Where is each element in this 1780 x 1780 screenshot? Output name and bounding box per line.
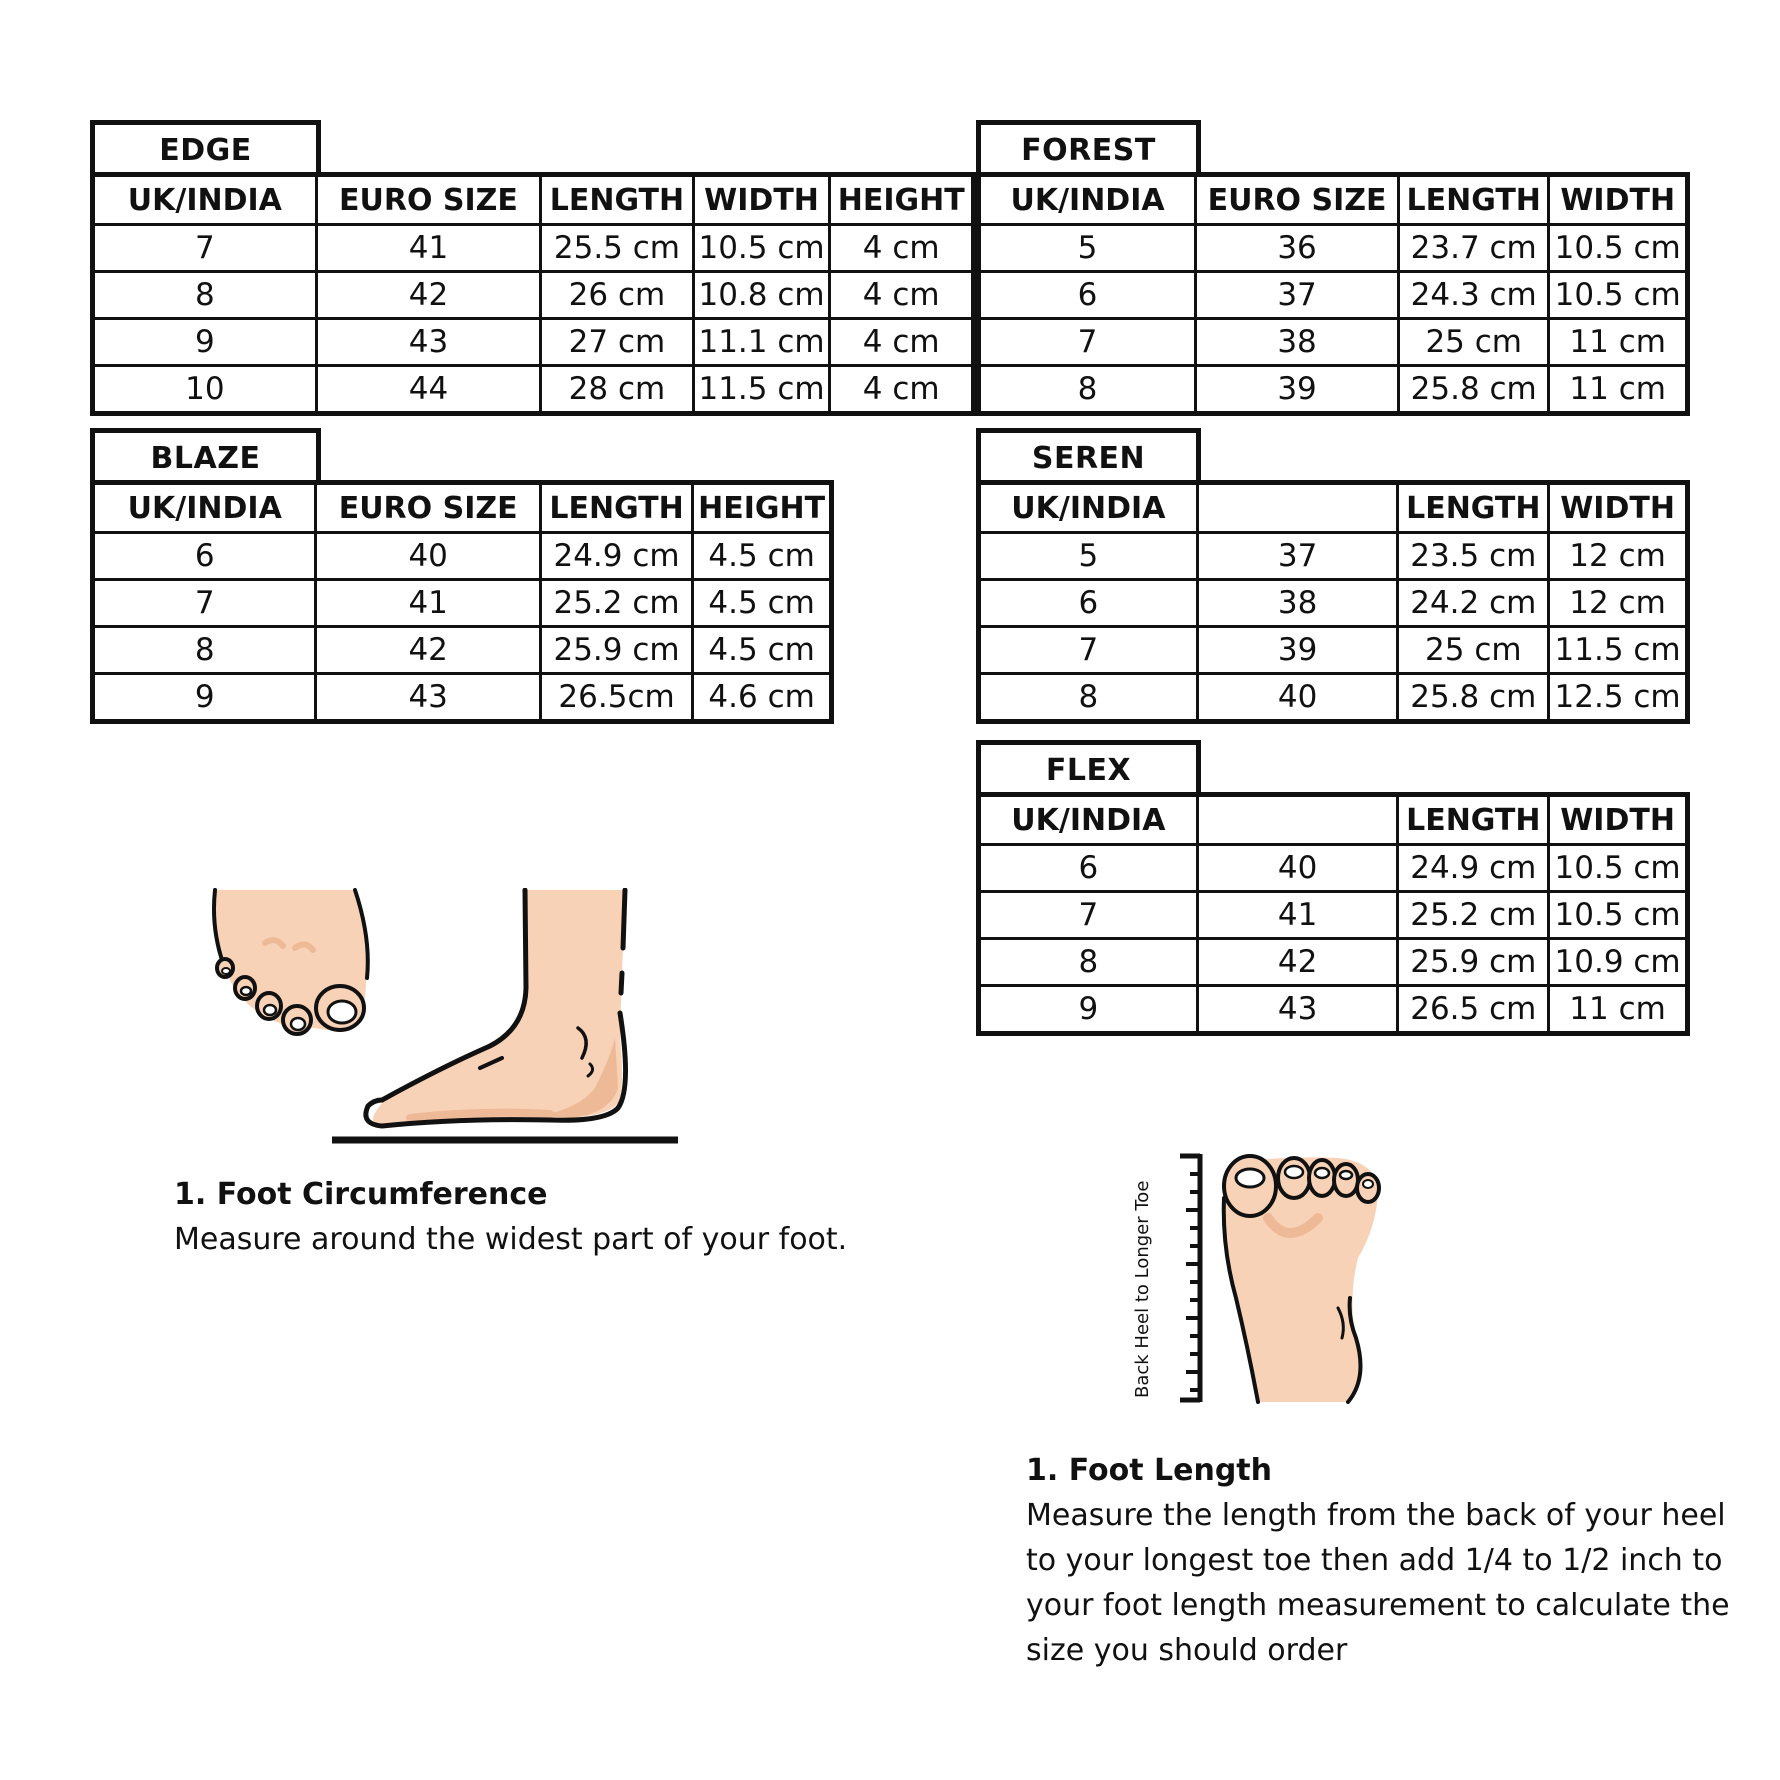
table-header-row <box>979 483 1688 533</box>
table-row <box>93 319 974 366</box>
table-cell: 8 <box>979 674 1198 722</box>
table-cell: 40 <box>316 533 540 580</box>
table-row <box>979 845 1688 892</box>
table-cell: 26.5cm <box>540 674 692 722</box>
table-cell: 9 <box>93 319 317 366</box>
table-header-row <box>979 795 1688 845</box>
header-cell: UK/INDIA <box>979 175 1196 225</box>
table-row <box>93 674 832 722</box>
table-cell: 4 cm <box>830 272 974 319</box>
header-cell: LENGTH <box>541 175 693 225</box>
table-cell: 10.5 cm <box>693 225 830 272</box>
header-cell: EURO SIZE <box>316 483 540 533</box>
table-row <box>979 533 1688 580</box>
header-cell: UK/INDIA <box>979 795 1198 845</box>
table-cell: 4 cm <box>830 319 974 366</box>
blaze-table <box>90 480 834 724</box>
foot-circumference-note <box>174 1172 914 1262</box>
table-cell: 4.5 cm <box>693 533 832 580</box>
table-cell: 10.8 cm <box>693 272 830 319</box>
foot-length-title: 1. Foot Length <box>1026 1453 1272 1488</box>
header-cell <box>1197 795 1398 845</box>
table-cell: 27 cm <box>541 319 693 366</box>
table-cell: 6 <box>979 580 1198 627</box>
table-row <box>979 892 1688 939</box>
table-cell: 6 <box>979 272 1196 319</box>
foot-length-line: to your longest toe then add 1/4 to 1/2 inch to <box>1026 1543 1723 1578</box>
forest-table <box>976 172 1690 416</box>
table-cell: 5 <box>979 533 1198 580</box>
table-cell: 11.5 cm <box>693 366 830 414</box>
table-cell: 8 <box>979 366 1196 414</box>
table-cell: 7 <box>979 627 1198 674</box>
table-cell: 36 <box>1196 225 1399 272</box>
header-cell: WIDTH <box>693 175 830 225</box>
header-cell: EURO SIZE <box>316 175 541 225</box>
header-cell: HEIGHT <box>830 175 974 225</box>
table-cell: 25.9 cm <box>1398 939 1549 986</box>
table-cell: 24.3 cm <box>1399 272 1549 319</box>
header-cell: UK/INDIA <box>979 483 1198 533</box>
table-cell: 26 cm <box>541 272 693 319</box>
table-cell: 6 <box>979 845 1198 892</box>
table-row <box>979 225 1688 272</box>
flex-size-chart <box>976 740 1690 1046</box>
table-row <box>979 319 1688 366</box>
table-cell: 11.5 cm <box>1549 627 1688 674</box>
flex-table <box>976 792 1690 1036</box>
table-cell: 8 <box>979 939 1198 986</box>
seren-size-chart <box>976 428 1690 734</box>
table-row <box>979 580 1688 627</box>
header-cell: EURO SIZE <box>1196 175 1399 225</box>
seren-table <box>976 480 1690 724</box>
table-cell: 41 <box>316 580 540 627</box>
table-cell: 7 <box>979 319 1196 366</box>
side-foot-illustration <box>320 888 690 1148</box>
table-cell: 11 cm <box>1549 366 1688 414</box>
table-cell: 10.5 cm <box>1549 225 1688 272</box>
table-cell: 9 <box>93 674 316 722</box>
table-cell: 10.5 cm <box>1549 845 1688 892</box>
table-cell: 25.9 cm <box>540 627 692 674</box>
header-cell: WIDTH <box>1549 175 1688 225</box>
foot-length-note <box>1026 1448 1766 1673</box>
table-cell: 42 <box>1197 939 1398 986</box>
table-cell: 5 <box>979 225 1196 272</box>
foot-top-illustration <box>1218 1148 1388 1404</box>
blaze-title: BLAZE <box>90 428 321 484</box>
table-cell: 43 <box>316 674 540 722</box>
header-cell: UK/INDIA <box>93 175 317 225</box>
table-header-row <box>93 483 832 533</box>
table-cell: 42 <box>316 627 540 674</box>
table-cell: 11.1 cm <box>693 319 830 366</box>
table-cell: 37 <box>1196 272 1399 319</box>
ruler-label: Back Heel to Longer Toe <box>1132 1180 1153 1398</box>
table-cell: 12.5 cm <box>1549 674 1688 722</box>
table-cell: 25.5 cm <box>541 225 693 272</box>
table-cell: 42 <box>316 272 541 319</box>
table-cell: 26.5 cm <box>1398 986 1549 1034</box>
seren-title: SEREN <box>976 428 1201 484</box>
table-row <box>979 366 1688 414</box>
table-cell: 4.6 cm <box>693 674 832 722</box>
table-cell: 7 <box>93 580 316 627</box>
table-cell: 10.5 cm <box>1549 892 1688 939</box>
table-cell: 40 <box>1197 845 1398 892</box>
table-cell: 23.5 cm <box>1398 533 1549 580</box>
table-cell: 25.2 cm <box>540 580 692 627</box>
table-cell: 25 cm <box>1398 627 1549 674</box>
ruler-icon <box>1176 1152 1210 1404</box>
table-row <box>93 225 974 272</box>
table-row <box>979 272 1688 319</box>
header-cell <box>1197 483 1398 533</box>
table-cell: 7 <box>979 892 1198 939</box>
table-cell: 41 <box>1197 892 1398 939</box>
table-row <box>93 366 974 414</box>
table-cell: 25.2 cm <box>1398 892 1549 939</box>
header-cell: HEIGHT <box>693 483 832 533</box>
flex-title: FLEX <box>976 740 1201 796</box>
table-cell: 28 cm <box>541 366 693 414</box>
table-row <box>93 533 832 580</box>
table-row <box>93 627 832 674</box>
table-row <box>979 939 1688 986</box>
table-cell: 12 cm <box>1549 580 1688 627</box>
header-cell: LENGTH <box>540 483 692 533</box>
table-cell: 40 <box>1197 674 1398 722</box>
table-cell: 43 <box>1197 986 1398 1034</box>
table-cell: 38 <box>1197 580 1398 627</box>
foot-length-line: size you should order <box>1026 1633 1348 1668</box>
table-cell: 10.9 cm <box>1549 939 1688 986</box>
blaze-size-chart <box>90 428 834 734</box>
table-cell: 4 cm <box>830 366 974 414</box>
table-cell: 24.2 cm <box>1398 580 1549 627</box>
edge-size-chart <box>90 120 976 426</box>
foot-length-line: your foot length measurement to calculate the <box>1026 1588 1730 1623</box>
table-cell: 25 cm <box>1399 319 1549 366</box>
table-cell: 39 <box>1197 627 1398 674</box>
table-cell: 4.5 cm <box>693 580 832 627</box>
forest-size-chart <box>976 120 1690 426</box>
table-row <box>979 674 1688 722</box>
table-cell: 9 <box>979 986 1198 1034</box>
table-row <box>979 986 1688 1034</box>
table-cell: 43 <box>316 319 541 366</box>
table-cell: 23.7 cm <box>1399 225 1549 272</box>
foot-circumference-text: Measure around the widest part of your foot. <box>174 1222 848 1257</box>
table-cell: 12 cm <box>1549 533 1688 580</box>
table-cell: 24.9 cm <box>1398 845 1549 892</box>
table-cell: 7 <box>93 225 317 272</box>
table-cell: 11 cm <box>1549 986 1688 1034</box>
table-row <box>979 627 1688 674</box>
table-cell: 39 <box>1196 366 1399 414</box>
header-cell: UK/INDIA <box>93 483 316 533</box>
table-cell: 4 cm <box>830 225 974 272</box>
table-cell: 6 <box>93 533 316 580</box>
header-cell: LENGTH <box>1398 795 1549 845</box>
header-cell: LENGTH <box>1399 175 1549 225</box>
table-cell: 25.8 cm <box>1398 674 1549 722</box>
table-header-row <box>93 175 974 225</box>
table-cell: 10.5 cm <box>1549 272 1688 319</box>
table-header-row <box>979 175 1688 225</box>
table-cell: 37 <box>1197 533 1398 580</box>
edge-title: EDGE <box>90 120 321 176</box>
header-cell: LENGTH <box>1398 483 1549 533</box>
table-cell: 11 cm <box>1549 319 1688 366</box>
table-cell: 38 <box>1196 319 1399 366</box>
table-cell: 44 <box>316 366 541 414</box>
table-cell: 24.9 cm <box>540 533 692 580</box>
foot-circumference-title: 1. Foot Circumference <box>174 1177 548 1212</box>
table-cell: 41 <box>316 225 541 272</box>
forest-title: FOREST <box>976 120 1201 176</box>
table-cell: 25.8 cm <box>1399 366 1549 414</box>
foot-length-line: Measure the length from the back of your heel <box>1026 1498 1726 1533</box>
header-cell: WIDTH <box>1549 483 1688 533</box>
edge-table <box>90 172 976 416</box>
table-cell: 8 <box>93 272 317 319</box>
table-cell: 8 <box>93 627 316 674</box>
table-row <box>93 272 974 319</box>
table-cell: 4.5 cm <box>693 627 832 674</box>
header-cell: WIDTH <box>1549 795 1688 845</box>
table-row <box>93 580 832 627</box>
table-cell: 10 <box>93 366 317 414</box>
